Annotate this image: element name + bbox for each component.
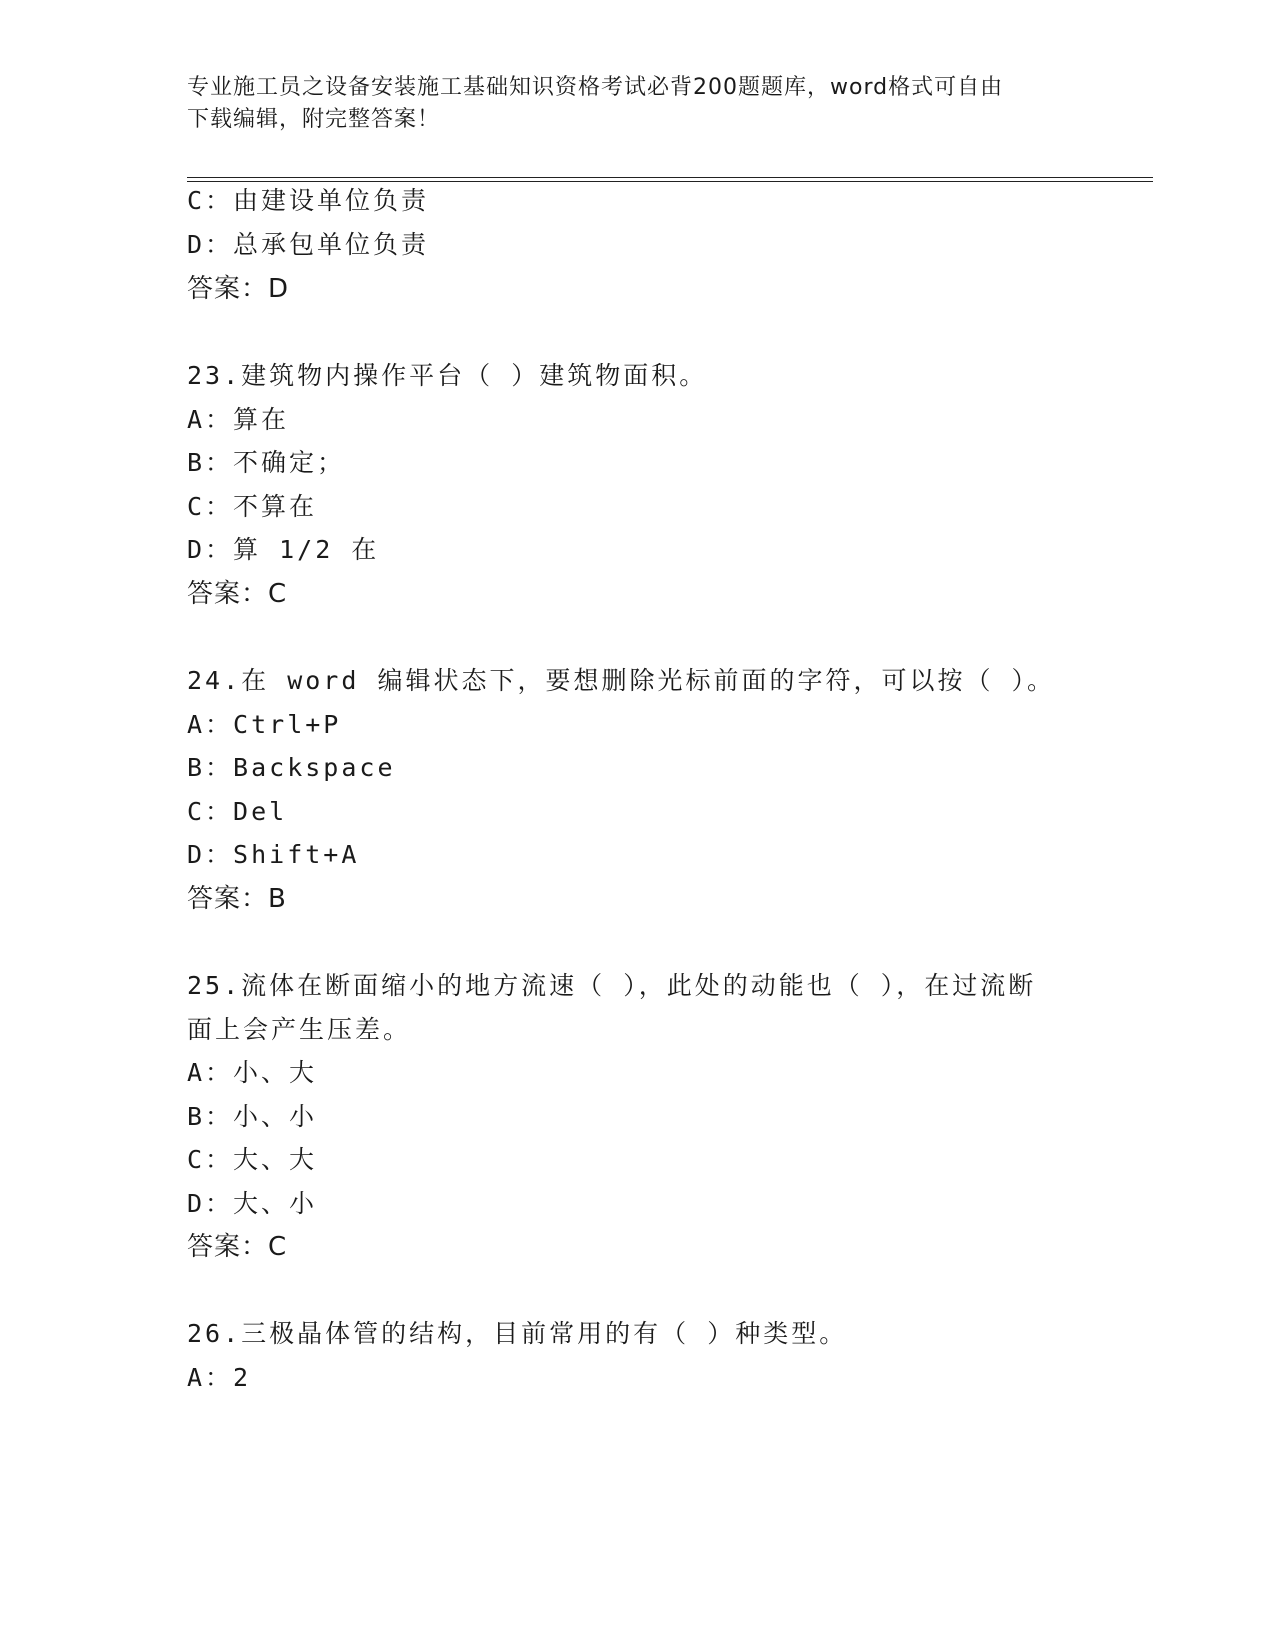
header-line-2: 下载编辑，附完整答案！ [187,107,441,132]
answer-line: 答案：B [187,884,287,914]
option-a: A：Ctrl+P [187,710,342,739]
document-header [187,72,1087,136]
option-c: C：Del [187,797,288,826]
option-c: C：由建设单位负责 [187,186,430,215]
header-double-rule [187,177,1153,182]
option-c: C：大、大 [187,1145,318,1174]
option-b: B：小、小 [187,1102,318,1131]
answer-line: 答案：C [187,1232,288,1262]
option-a: A：2 [187,1363,252,1392]
answer-line: 答案：D [187,274,290,304]
option-b: B：不确定； [187,448,346,477]
option-d: D：算 1/2 在 [187,535,380,564]
option-d: D：Shift+A [187,840,360,869]
question-26: 26.三极晶体管的结构，目前常用的有（ ）种类型。 [187,1319,848,1348]
question-25: 25.流体在断面缩小的地方流速（ ），此处的动能也（ ），在过流断 [187,971,1037,1000]
option-a: A：小、大 [187,1058,318,1087]
question-24: 24.在 word 编辑状态下，要想删除光标前面的字符，可以按（ ）。 [187,666,1056,695]
question-25-continued: 面上会产生压差。 [187,1015,412,1044]
option-a: A：算在 [187,405,290,434]
option-d: D：大、小 [187,1189,318,1218]
header-line-1: 专业施工员之设备安装施工基础知识资格考试必背200题题库，word格式可自由 [187,75,1004,100]
question-23: 23.建筑物内操作平台（ ）建筑物面积。 [187,361,708,390]
option-c: C：不算在 [187,492,318,521]
option-d: D：总承包单位负责 [187,230,430,259]
answer-line: 答案：C [187,579,288,609]
option-b: B：Backspace [187,753,396,782]
